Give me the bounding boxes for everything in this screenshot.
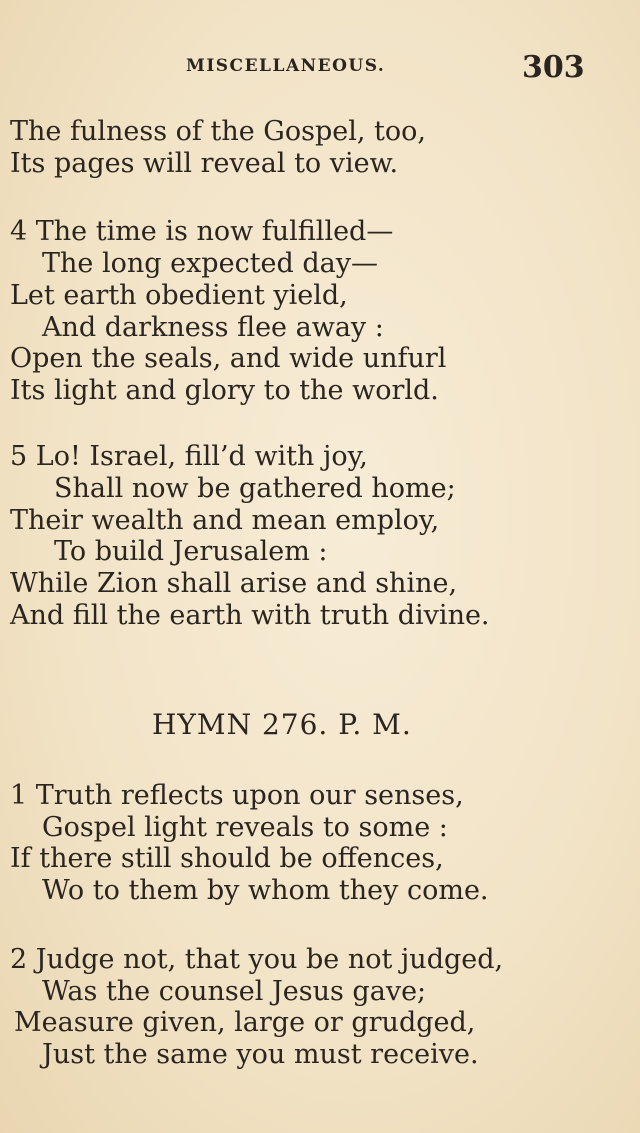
running-head: MISCELLANEOUS. (186, 56, 386, 76)
verse-line: And darkness flee away : (42, 312, 384, 343)
verse-line: Open the seals, and wide unfurl (10, 343, 447, 374)
verse-line: Its light and glory to the world. (10, 375, 439, 406)
hymn-title: HYMN 276. P. M. (152, 708, 412, 741)
verse-line: While Zion shall arise and shine, (10, 568, 458, 599)
verse-line: To build Jerusalem : (54, 536, 328, 567)
verse-line: Its pages will reveal to view. (10, 148, 399, 179)
verse-line: The long expected day— (42, 248, 379, 279)
verse-line: Their wealth and mean employ, (10, 505, 440, 536)
verse-line: Just the same you must receive. (42, 1039, 479, 1070)
verse-line: If there still should be offences, (10, 843, 444, 874)
verse-line: Let earth obedient yield, (10, 280, 348, 311)
verse-line: 2 Judge not, that you be not judged, (10, 944, 504, 975)
verse-line: The fulness of the Gospel, too, (10, 116, 426, 147)
page-header (0, 50, 640, 85)
verse-line: Shall now be gathered home; (54, 473, 456, 504)
verse-line: Measure given, large or grudged, (14, 1007, 476, 1038)
verse-line: Was the counsel Jesus gave; (42, 976, 427, 1007)
verse-line: 4 The time is now fulfilled— (10, 216, 394, 247)
verse-line: Wo to them by whom they come. (42, 875, 489, 906)
verse-line: And fill the earth with truth divine. (10, 600, 490, 631)
verse-line: Gospel light reveals to some : (42, 812, 448, 843)
page-number: 303 (522, 50, 585, 85)
verse-line: 1 Truth reflects upon our senses, (10, 780, 464, 811)
verse-line: 5 Lo! Israel, fill’d with joy, (10, 441, 368, 472)
